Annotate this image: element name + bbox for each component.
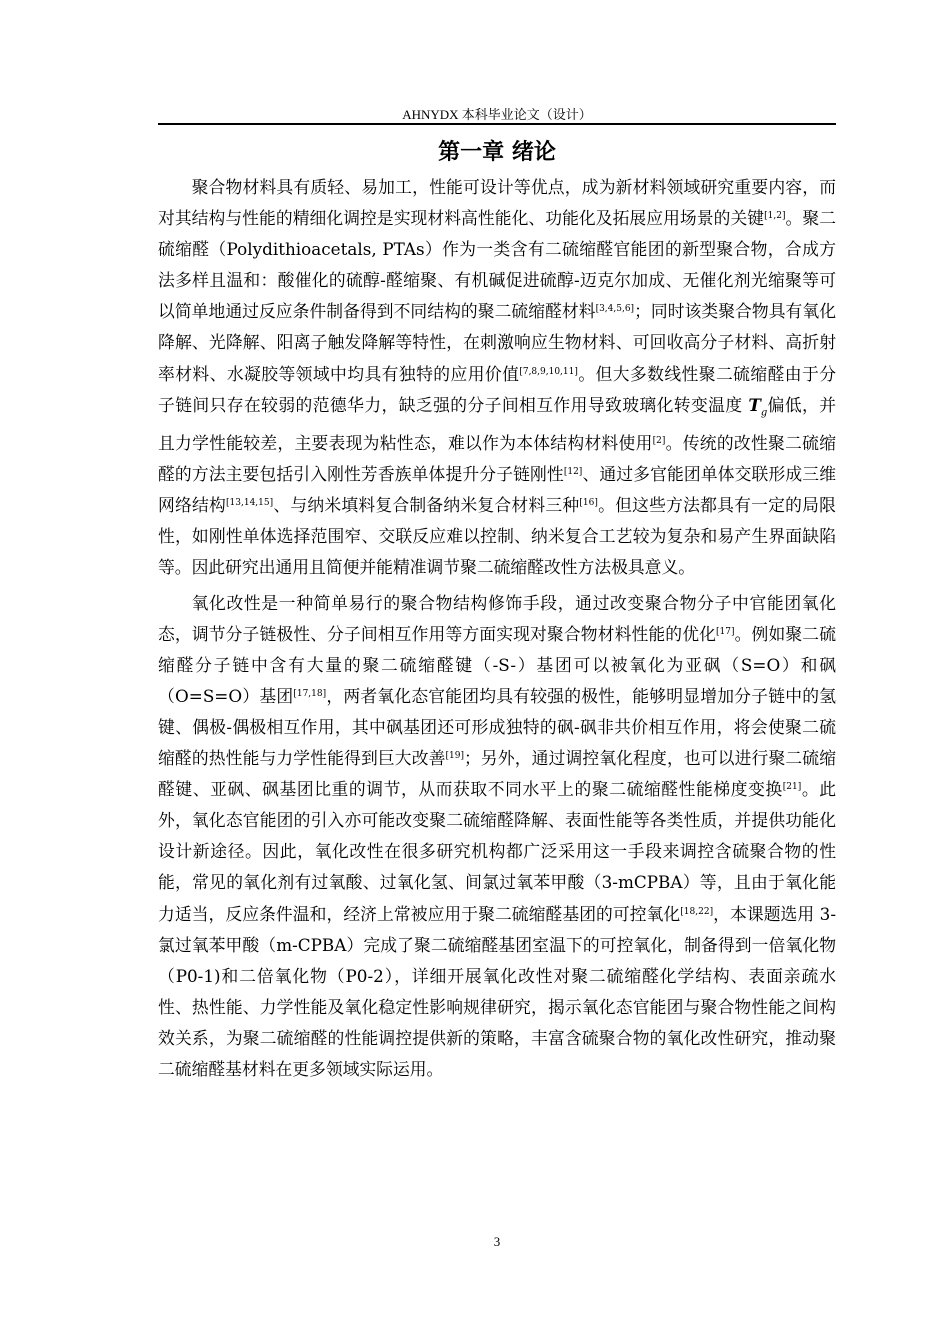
header-rule xyxy=(158,123,836,125)
citation-ref: [19] xyxy=(445,751,465,762)
body-text xyxy=(158,172,836,1085)
citation-ref: [7,8,9,10,11] xyxy=(519,366,578,377)
paragraph-1 xyxy=(158,172,836,584)
citation-ref: [16] xyxy=(579,498,598,509)
text-run: 、通过多官能团单体交联形成三维网络结构 xyxy=(158,464,836,516)
citation-ref: [12] xyxy=(563,467,583,478)
text-run: ；另外，通过调控氧化程度，也可以进行聚二硫缩醛键、亚砜、砜基团比重的调节，从而获取不同水平上的聚二硫缩醛性能梯度变换 xyxy=(158,748,836,800)
text-run: 、与纳米填料复合制备纳米复合材料三种 xyxy=(273,495,580,516)
citation-ref: [21] xyxy=(782,782,802,793)
page-number: 3 xyxy=(493,1234,501,1249)
glass-transition-symbol: $T_g$ xyxy=(748,394,768,419)
citation-ref: [1,2] xyxy=(764,211,786,222)
citation-ref: [18,22] xyxy=(680,906,714,917)
citation-ref: [3,4,5,6] xyxy=(595,304,635,315)
paragraph-2 xyxy=(158,588,836,1086)
text-run: 。但大多数线性聚二硫缩醛由于分子链间只存在较弱的范德华力，缺乏强的分子间相互作用导致玻璃化转变温度 xyxy=(158,363,836,415)
text-run: 聚合物材料具有质轻、易加工，性能可设计等优点，成为新材料领域研究重要内容，而对其结构与性能的精细化调控是实现材料高性能化、功能化及拓展应用场景的关键 xyxy=(158,177,836,229)
citation-ref: [17] xyxy=(716,626,735,637)
running-header: AHNYDX 本科毕业论文（设计） xyxy=(402,107,592,122)
text-run: 。但这些方法都具有一定的局限性，如刚性单体选择范围窄、交联反应难以控制、纳米复合工艺较为复杂和易产生界面缺陷等。因此研究出通用且简便并能精准调节聚二硫缩醛改性方法极具意义。 xyxy=(158,495,836,578)
text-run: 氧化改性是一种简单易行的聚合物结构修饰手段，通过改变聚合物分子中官能团氧化态，调节分子链极性、分子间相互作用等方面实现对聚合物材料性能的优化 xyxy=(158,592,836,644)
text-run: ；同时该类聚合物具有氧化降解、光降解、阳离子触发降解等特性，在刺激响应生物材料、可回收高分子材料、高折射率材料、水凝胶等领域中均具有独特的应用价值 xyxy=(158,301,836,384)
text-run: ，本课题选用 3-氯过氧苯甲酸（m-CPBA）完成了聚二硫缩醛基团室温下的可控氧化，制备得到一倍氧化物（P0-1)和二倍氧化物（P0-2），详细开展氧化改性对聚二硫缩醛化学结构、表面亲疏水性、热性能、力学性能及氧化稳定性影响规律研究，揭示氧化态官能团与聚合物性能之间构效关系，为聚二硫缩醛的性能调控提供新的策略，丰富含硫聚合物的氧化改性研究，推动聚二硫缩醛基材料在更多领域实际运用。 xyxy=(158,903,836,1079)
text-run: 。例如聚二硫缩醛分子链中含有大量的聚二硫缩醛键（-S-）基团可以被氧化为亚砜（S=O）和砜（O=S=O）基团 xyxy=(158,623,836,706)
text-run: 。聚二硫缩醛（Polydithioacetals, PTAs）作为一类含有二硫缩醛官能团的新型聚合物，合成方法多样且温和：酸催化的硫醇-醛缩聚、有机碱促进硫醇-迈克尔加成、无催化剂光缩聚等可以简单地通过反应条件制备得到不同结构的聚二硫缩醛材料 xyxy=(158,208,836,322)
text-run: 偏低，并且力学性能较差，主要表现为粘性态，难以作为本体结构材料使用 xyxy=(158,394,836,454)
text-run: 。传统的改性聚二硫缩醛的方法主要包括引入刚性芳香族单体提升分子链刚性 xyxy=(158,433,836,485)
citation-ref: [17,18] xyxy=(293,688,327,699)
text-run: ，两者氧化态官能团均具有较强的极性，能够明显增加分子链中的氢键、偶极-偶极相互作用，其中砜基团还可形成独特的砜-砜非共价相互作用，将会使聚二硫缩醛的热性能与力学性能得到巨大改善 xyxy=(158,685,836,769)
citation-ref: [13,14,15] xyxy=(226,498,274,509)
chapter-title: 第一章 绪论 xyxy=(438,140,556,165)
text-run: 。此外，氧化态官能团的引入亦可能改变聚二硫缩醛降解、表面性能等各类性质，并提供功能化设计新途径。因此，氧化改性在很多研究机构都广泛采用这一手段来调控含硫聚合物的性能，常见的氧化剂有过氧酸、过氧化氢、间氯过氧苯甲酸（3-mCPBA）等，且由于氧化能力适当，反应条件温和，经济上常被应用于聚二硫缩醛基团的可控氧化 xyxy=(158,779,836,924)
citation-ref: [2] xyxy=(652,436,666,447)
